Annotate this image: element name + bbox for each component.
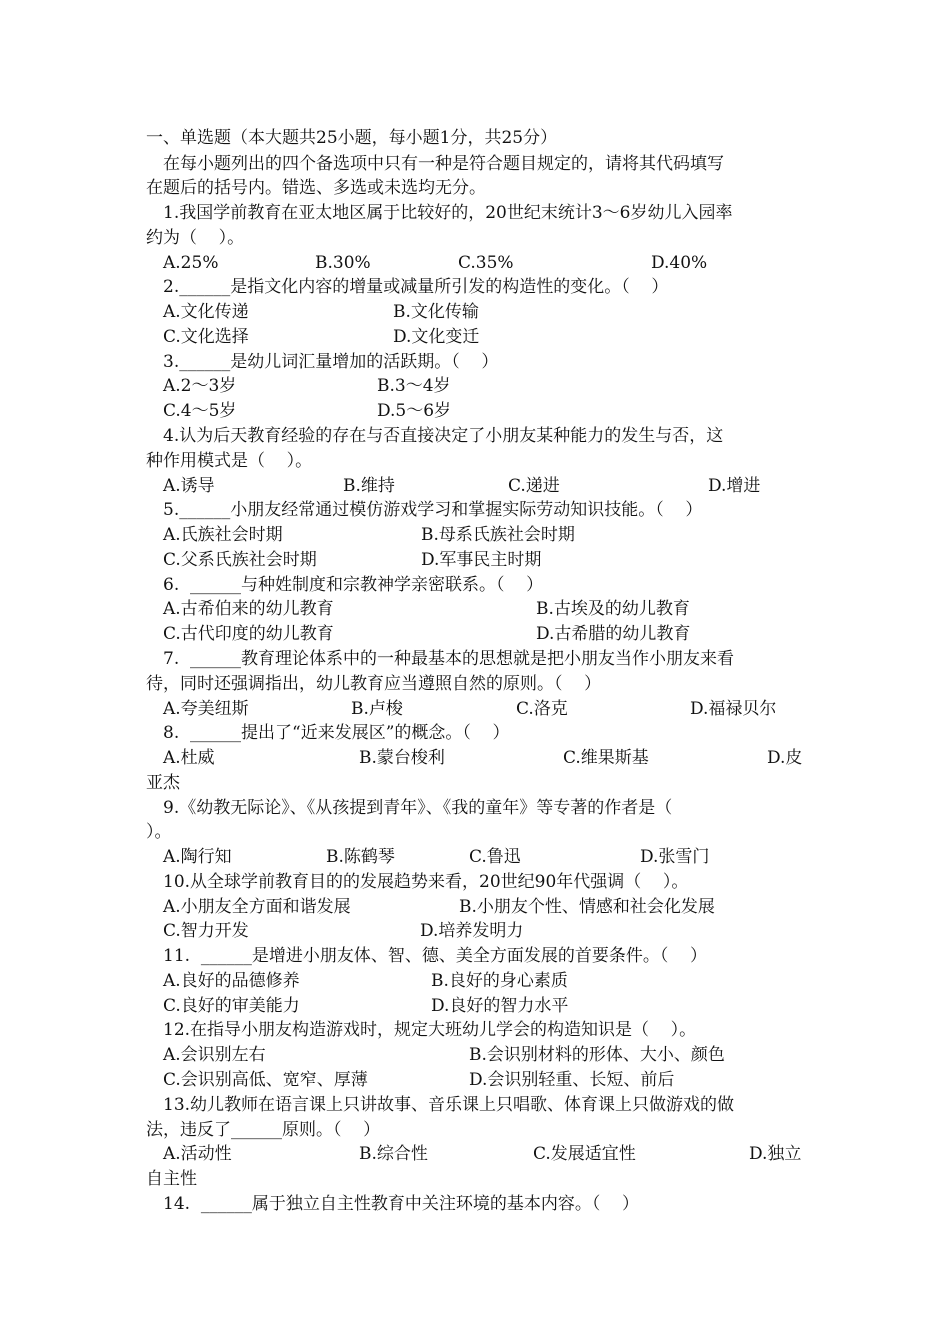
question-2-stem: 2.______是指文化内容的增量或减量所引发的构造性的变化。（ ） <box>163 277 669 297</box>
question-5-stem: 5.______小朋友经常通过模仿游戏学习和掌握实际劳动知识技能。（ ） <box>163 500 703 520</box>
question-4-option-c: C.递进 <box>508 476 560 496</box>
question-9-stem-line-2: ）。 <box>146 822 172 842</box>
question-12-option-b: B.会识别材料的形体、大小、颜色 <box>469 1045 725 1065</box>
section-title: 一、单选题（本大题共25小题，每小题1分，共25分） <box>146 128 558 148</box>
question-6-option-b: B.古埃及的幼儿教育 <box>536 599 690 619</box>
question-2-option-c: C.文化选择 <box>163 327 249 347</box>
question-2-option-a: A.文化传递 <box>163 302 249 322</box>
question-4-stem-line-1: 4.认为后天教育经验的存在与否直接决定了小朋友某种能力的发生与否，这 <box>163 426 724 446</box>
question-11-option-c: C.良好的审美能力 <box>163 996 300 1016</box>
question-11-stem: 11. ______是增进小朋友体、智、德、美全方面发展的首要条件。（ ） <box>163 946 707 966</box>
question-1-option-d: D.40% <box>651 253 708 273</box>
instructions-line-2: 在题后的括号内。错选、多选或未选均无分。 <box>146 178 486 198</box>
question-3-option-d: D.5～6岁 <box>377 401 452 421</box>
question-13-option-b: B.综合性 <box>359 1144 428 1164</box>
question-13-stem-line-2: 法，违反了______原则。（ ） <box>146 1120 381 1140</box>
question-8-option-a: A.杜威 <box>163 748 215 768</box>
question-5-option-c: C.父系氏族社会时期 <box>163 550 317 570</box>
question-6-stem: 6. ______与种姓制度和宗教神学亲密联系。（ ） <box>163 575 544 595</box>
question-10-option-c: C.智力开发 <box>163 921 249 941</box>
question-6-option-c: C.古代印度的幼儿教育 <box>163 624 334 644</box>
question-9-option-a: A.陶行知 <box>163 847 232 867</box>
question-8-option-d: D.皮 <box>767 748 803 768</box>
question-5-option-a: A.氏族社会时期 <box>163 525 283 545</box>
question-11-option-b: B.良好的身心素质 <box>431 971 568 991</box>
question-4-option-a: A.诱导 <box>163 476 215 496</box>
question-8-stem: 8. ______提出了“近来发展区”的概念。（ ） <box>163 723 510 743</box>
question-8-option-d-continued: 亚杰 <box>146 773 180 793</box>
question-11-option-a: A.良好的品德修养 <box>163 971 300 991</box>
question-1-stem-line-2: 约为（ ）。 <box>146 228 245 248</box>
question-12-stem: 12.在指导小朋友构造游戏时，规定大班幼儿学会的构造知识是（ ）。 <box>163 1020 697 1040</box>
question-8-option-b: B.蒙台梭利 <box>359 748 445 768</box>
question-7-option-b: B.卢梭 <box>351 699 403 719</box>
question-11-option-d: D.良好的智力水平 <box>431 996 569 1016</box>
question-12-option-a: A.会识别左右 <box>163 1045 266 1065</box>
question-10-option-d: D.培养发明力 <box>420 921 524 941</box>
question-4-option-d: D.增进 <box>708 476 761 496</box>
instructions-line-1: 在每小题列出的四个备选项中只有一种是符合题目规定的，请将其代码填写 <box>163 154 724 174</box>
question-1-option-b: B.30% <box>315 253 371 273</box>
question-9-option-b: B.陈鹤琴 <box>326 847 395 867</box>
question-7-stem-line-2: 待，同时还强调指出，幼儿教育应当遵照自然的原则。（ ） <box>146 674 602 694</box>
question-12-option-c: C.会识别高低、宽窄、厚薄 <box>163 1070 368 1090</box>
question-13-option-c: C.发展适宜性 <box>533 1144 636 1164</box>
question-7-option-d: D.福禄贝尔 <box>690 699 777 719</box>
question-5-option-b: B.母系氏族社会时期 <box>421 525 575 545</box>
question-6-option-a: A.古希伯来的幼儿教育 <box>163 599 334 619</box>
question-8-option-c: C.维果斯基 <box>563 748 649 768</box>
question-7-option-a: A.夸美纽斯 <box>163 699 249 719</box>
question-3-option-a: A.2～3岁 <box>163 376 237 396</box>
question-1-option-c: C.35% <box>458 253 514 273</box>
question-9-option-c: C.鲁迅 <box>469 847 521 867</box>
question-3-option-c: C.4～5岁 <box>163 401 237 421</box>
question-12-option-d: D.会识别轻重、长短、前后 <box>469 1070 675 1090</box>
question-13-option-d: D.独立 <box>749 1144 802 1164</box>
question-4-option-b: B.维持 <box>343 476 395 496</box>
question-10-option-b: B.小朋友个性、情感和社会化发展 <box>459 897 715 917</box>
question-10-option-a: A.小朋友全方面和谐发展 <box>163 897 351 917</box>
question-14-stem: 14. ______属于独立自主性教育中关注环境的基本内容。（ ） <box>163 1194 639 1214</box>
question-7-option-c: C.洛克 <box>516 699 568 719</box>
question-3-option-b: B.3～4岁 <box>377 376 451 396</box>
question-6-option-d: D.古希腊的幼儿教育 <box>536 624 691 644</box>
question-4-stem-line-2: 种作用模式是（ ）。 <box>146 451 313 471</box>
question-2-option-d: D.文化变迁 <box>393 327 480 347</box>
question-9-option-d: D.张雪门 <box>640 847 710 867</box>
question-10-stem: 10.从全球学前教育目的的发展趋势来看，20世纪90年代强调（ ）。 <box>163 872 689 892</box>
question-9-stem-line-1: 9.《幼教无际论》、《从孩提到青年》、《我的童年》等专著的作者是（ <box>163 798 673 818</box>
question-2-option-b: B.文化传输 <box>393 302 479 322</box>
question-13-option-a: A.活动性 <box>163 1144 232 1164</box>
question-5-option-d: D.军事民主时期 <box>421 550 542 570</box>
question-13-stem-line-1: 13.幼儿教师在语言课上只讲故事、音乐课上只唱歌、体育课上只做游戏的做 <box>163 1095 735 1115</box>
question-1-option-a: A.25% <box>163 253 219 273</box>
question-1-stem-line-1: 1.我国学前教育在亚太地区属于比较好的，20世纪末统计3～6岁幼儿入园率 <box>163 203 733 223</box>
question-13-option-d-continued: 自主性 <box>146 1169 197 1189</box>
question-3-stem: 3.______是幼儿词汇量增加的活跃期。（ ） <box>163 352 499 372</box>
question-7-stem-line-1: 7. ______教育理论体系中的一种最基本的思想就是把小朋友当作小朋友来看 <box>163 649 735 669</box>
